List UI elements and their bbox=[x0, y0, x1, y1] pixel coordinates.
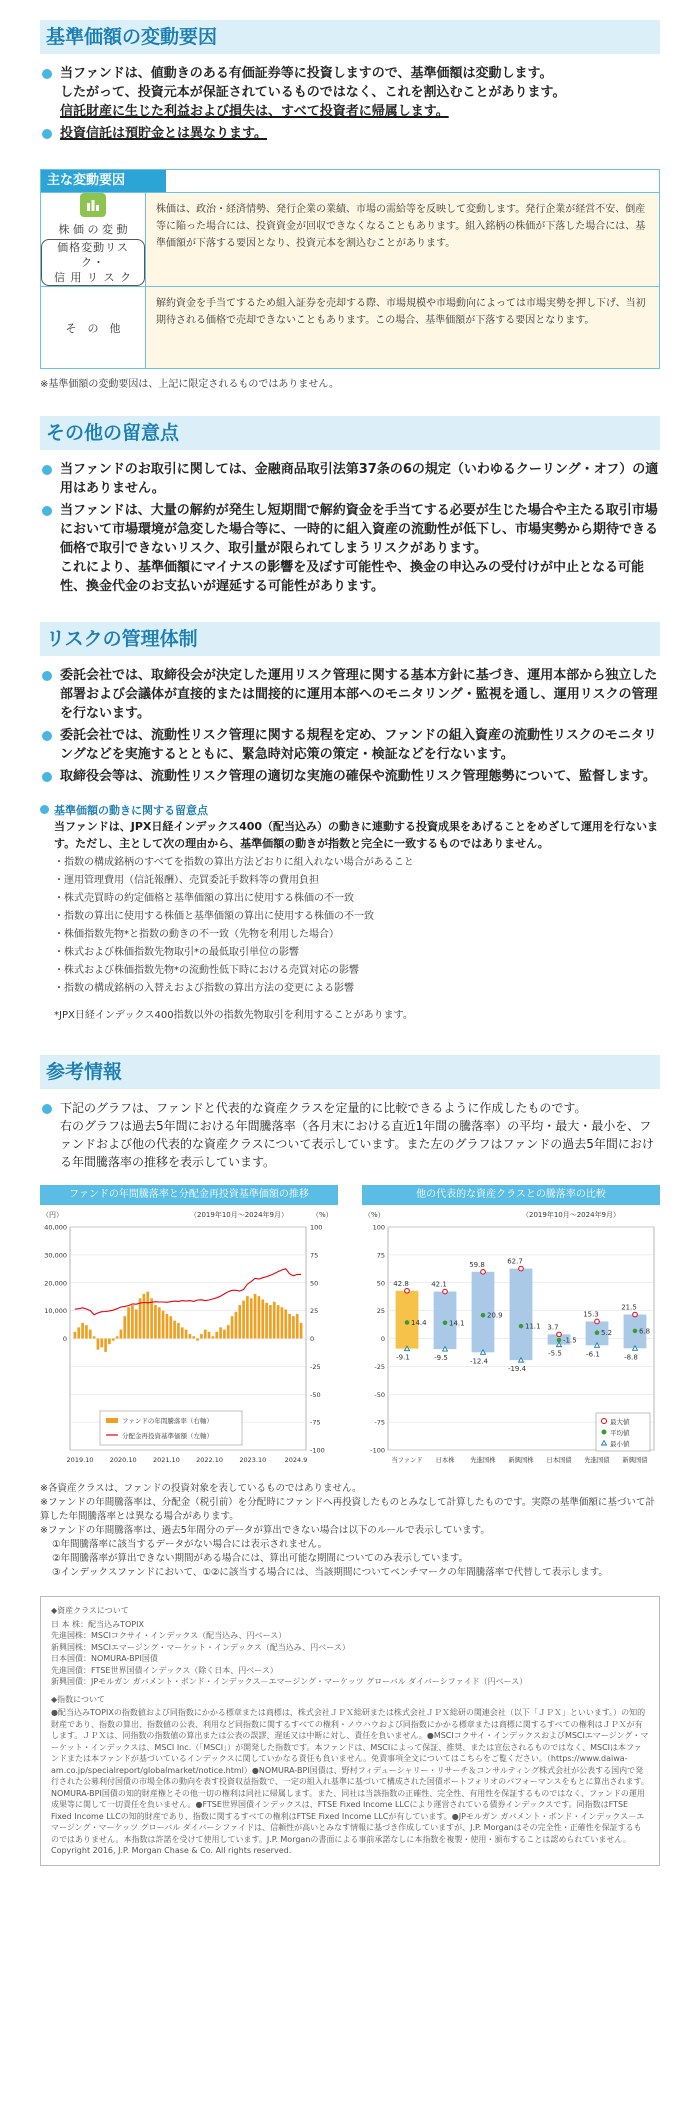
return-bar bbox=[89, 1330, 92, 1339]
range-bar bbox=[510, 1269, 533, 1361]
return-bar bbox=[250, 1298, 253, 1338]
left-tick-label: 0 bbox=[62, 1335, 67, 1343]
nav-factor-bullets bbox=[40, 64, 660, 143]
legend-avg-marker bbox=[602, 1430, 607, 1435]
fund-return-chart bbox=[40, 1185, 338, 1474]
bullet-text: 当ファンドは、値動きのある有価証券等に投資しますので、基準価額は変動します。 bbox=[60, 66, 553, 81]
right-tick-label: 25 bbox=[310, 1307, 319, 1316]
max-data-label: 59.8 bbox=[469, 1260, 485, 1269]
category-label: 先進国株 bbox=[470, 1457, 496, 1464]
refbox-line: 日本国債：NOMURA-BPI国債 bbox=[51, 1654, 158, 1663]
category-label: 先進国債 bbox=[584, 1457, 610, 1464]
return-bar bbox=[143, 1294, 146, 1339]
max-data-label: 42.8 bbox=[393, 1279, 409, 1288]
return-bar bbox=[231, 1316, 234, 1338]
return-bar bbox=[208, 1332, 211, 1339]
list-item: ・株式および株価指数先物*の流動性低下時における売買対応の影響 bbox=[54, 965, 359, 976]
return-bar bbox=[192, 1336, 195, 1338]
return-bar bbox=[281, 1307, 284, 1338]
bullet-text: 取締役会等は、流動性リスク管理の適切な実施の確保や流動性リスク管理態勢について、監督します。 bbox=[60, 769, 656, 784]
return-bar bbox=[81, 1323, 84, 1339]
x-tick-label: 2019.10 bbox=[66, 1456, 94, 1464]
return-bar bbox=[185, 1330, 188, 1339]
return-bar bbox=[77, 1327, 80, 1338]
return-bar bbox=[100, 1339, 103, 1348]
bullet-text: 当ファンドは、大量の解約が発生し短期間で解約資金を手当てする必要が生じた場合や主たる取引市場において市場環境が急変した場合等に、一時的に組入資産の流動性が低下し、市場実勢から期待できる価格で取引できないリスク、取引量が限られてしまうリスクがあります。 bbox=[60, 503, 659, 556]
list-item: ・株式売買時の約定価格と基準価額の算出に使用する株価の不一致 bbox=[54, 893, 354, 904]
return-bar bbox=[261, 1299, 264, 1338]
tracking-error-list bbox=[40, 854, 660, 998]
return-bar bbox=[93, 1336, 96, 1338]
return-bar bbox=[85, 1325, 88, 1338]
max-marker bbox=[633, 1312, 638, 1317]
avg-data-label: 14.1 bbox=[449, 1319, 465, 1328]
bullet-text: 投資信託は預貯金とは異なります。 bbox=[60, 126, 267, 141]
min-data-label: -9.5 bbox=[434, 1354, 448, 1363]
legend bbox=[100, 1411, 242, 1445]
risk-name-paren bbox=[41, 239, 145, 286]
y-tick-label: -50 bbox=[374, 1390, 385, 1399]
return-bar bbox=[158, 1307, 161, 1338]
section-title-risk-management: リスクの管理体制 bbox=[40, 622, 660, 656]
risk-name-stock bbox=[41, 193, 146, 286]
return-bar bbox=[181, 1327, 184, 1338]
legend-line-label: 分配金再投資基準価額（左軸） bbox=[122, 1432, 213, 1440]
avg-data-label: -1.5 bbox=[563, 1336, 577, 1345]
return-bar bbox=[162, 1311, 165, 1339]
return-bar bbox=[146, 1292, 149, 1339]
y-tick-label: 75 bbox=[376, 1251, 385, 1260]
y-tick-label: 50 bbox=[376, 1279, 385, 1288]
risk-table-note: ※基準価額の変動要因は、上記に限定されるものではありません。 bbox=[40, 379, 339, 390]
avg-marker bbox=[481, 1313, 486, 1318]
max-marker bbox=[519, 1266, 524, 1271]
section-title-reference: 参考情報 bbox=[40, 1055, 660, 1089]
nav-movement-note-title: 基準価額の動きに関する留意点 bbox=[40, 802, 660, 818]
max-marker bbox=[557, 1332, 562, 1337]
return-bar bbox=[150, 1298, 153, 1338]
legend-bar-label: ファンドの年間騰落率（右軸） bbox=[122, 1417, 213, 1425]
x-tick-label: 2021.10 bbox=[152, 1456, 180, 1464]
return-bar bbox=[277, 1305, 280, 1338]
list-item: ・指数の算出に使用する株価と基準価額の算出に使用する株価の不一致 bbox=[54, 911, 374, 922]
left-tick-label: 20,000 bbox=[44, 1279, 67, 1288]
legend-max-label: 最大値 bbox=[610, 1418, 630, 1426]
x-tick-label: 2020.10 bbox=[109, 1456, 137, 1464]
y-tick-label: -100 bbox=[370, 1446, 385, 1455]
risk-paren-line: 価格変動リスク・ bbox=[57, 241, 129, 269]
refbox-label-asset: ◆資産クラスについて bbox=[51, 1606, 129, 1615]
chart-period: （2019年10月～2024年9月） bbox=[522, 1211, 620, 1219]
x-tick-label: 2022.10 bbox=[196, 1456, 224, 1464]
bullet-text: これにより、基準価額にマイナスの影響を及ぼす可能性や、換金の申込みの受付けが中止となる可能性、換金代金のお支払いが遅延する可能性があります。 bbox=[60, 560, 644, 594]
asset-class-chart bbox=[362, 1185, 660, 1474]
note-line: ※ファンドの年間騰落率は、過去5年間分のデータが算出できない場合は以下のルールで表示しています。 bbox=[40, 1525, 490, 1536]
risk-name-label: 株 価 の 変 動 bbox=[58, 223, 128, 236]
left-axis-unit: （円） bbox=[42, 1211, 63, 1219]
risk-factor-table bbox=[40, 169, 660, 369]
bullet-reference bbox=[40, 1099, 660, 1171]
list-item: ・株価指数先物*と指数の動きの不一致（先物を利用した場合） bbox=[54, 929, 339, 940]
list-item: ・株式および株価指数先物取引*の最低取引単位の影響 bbox=[54, 947, 299, 958]
return-bar bbox=[300, 1323, 303, 1339]
max-marker bbox=[405, 1288, 410, 1293]
min-data-label: -12.4 bbox=[469, 1357, 489, 1366]
right-tick-label: 0 bbox=[310, 1335, 315, 1343]
return-bar bbox=[120, 1330, 123, 1339]
return-bar bbox=[127, 1307, 130, 1338]
other-notes-bullets bbox=[40, 460, 660, 596]
note-line: ①年間騰落率に該当するデータがない場合には表示されません。 bbox=[52, 1539, 328, 1550]
avg-data-label: 6.8 bbox=[639, 1327, 651, 1336]
risk-name-other: そ の 他 bbox=[41, 287, 146, 368]
return-bar bbox=[296, 1314, 299, 1339]
max-marker bbox=[443, 1289, 448, 1294]
min-data-label: -9.1 bbox=[396, 1353, 410, 1362]
asset-class-chart-svg bbox=[362, 1205, 660, 1470]
refbox-line: 日 本 株：配当込みTOPIX bbox=[51, 1619, 144, 1629]
x-tick-label: 2024.9 bbox=[284, 1456, 308, 1464]
legend-swatch-bar bbox=[106, 1418, 118, 1423]
risk-row-stock bbox=[41, 192, 659, 286]
bullet-liquidity-rules bbox=[40, 726, 660, 764]
right-tick-label: -75 bbox=[310, 1418, 321, 1427]
avg-marker bbox=[595, 1330, 600, 1335]
return-bar bbox=[139, 1298, 142, 1338]
right-tick-label: -100 bbox=[310, 1446, 325, 1455]
left-tick-label: 30,000 bbox=[44, 1251, 67, 1260]
risk-desc-other: 解約資金を手当てするため組入証券を売却する際、市場規模や市場動向によっては市場実勢を押し下げ、当初期待される価格で売却できないこともあります。この場合、基準価額が下落する要因となります。 bbox=[146, 287, 659, 368]
right-tick-label: 100 bbox=[310, 1223, 323, 1232]
refbox-body: ●配当込みTOPIXの指数値および同指数にかかる標章または商標は、株式会社ＪＰＸ総研または株式会社ＪＰＸ総研の関連会社（以下「ＪＰＸ」といいます。）の知的財産であり、指数の算出、指数値の公表、利用など同指数に関するすべての権利・ノウハウおよび同指数にかかる標章または商標に関するすべての権利はＪＰＸが有します。ＪＰＸは、同指数の指数値の算出または公表の誤謬、遅延又は中断に対し、責任を負いません。●MSCIコクサイ・インデックスおよびMSCIエマージング・マーケット・インデックスは、MSCI Inc.（「MSCI」）が開発した指数です。本ファンドは、MSCIによって保証、推奨、または宣伝されるものではなく、MSCIは本ファンドまたは本ファンドが基づいているインデックスに関していかなる責任も負いません。免責事項全文についてはこちらをご覧ください。（https://www.daiwa-am.co.jp/specialreport/globalmarket/notice.html）●NOMURA-BPI国債は、野村フィデューシャリー・リサーチ＆コンサルティング株式会社が公表する国内で発行された公募利付国債の市場全体の動向を表す投資収益指数で、一定の組入れ基準に基づいて構成された国債ポートフォリオのパフォーマンスをもとに算出されます。NOMURA-BPI国債の知的財産権とその他一切の権利は同社に帰属します。また、同社は当該指数の正確性、完全性、有用性を保証するものではなく、ファンドの運用成果等に関して一切責任を負いません。●FTSE世界国債インデックスは、FTSE Fixed Income LLCにより運営されている債券インデックスです。同指数はFTSE Fixed Income LLCの知的財産であり、指数に関するすべての権利はFTSE Fixed Income LLCが有しています。●JPモルガン ガバメント・ボンド・インデックス－エマージング・マーケッツ グローバル ダイバーシファイドは、信頼性が高いとみなす情報に基づき作成していますが、J.P. Morganはその完全性・正確性を保証するものではありません。本指数は許諾を受けて使用しています。J.P. Morganの書面による事前承諾なしに本指数を複製・使用・頒布することは認められていません。Copyright 2016, J.P. Morgan Chase & Co. All rights reserved. bbox=[51, 1708, 649, 1855]
note-line: ③インデックスファンドにおいて、①②に該当する場合には、当該期間についてベンチマークの年間騰落率で代替して表示します。 bbox=[52, 1567, 608, 1578]
chart-title: ファンドの年間騰落率と分配金再投資基準価額の推移 bbox=[40, 1185, 338, 1205]
avg-marker bbox=[443, 1320, 448, 1325]
risk-table-header: 主な変動要因 bbox=[41, 170, 166, 192]
axis-unit: （%） bbox=[364, 1211, 385, 1219]
return-bar bbox=[273, 1302, 276, 1339]
right-tick-label: 50 bbox=[310, 1279, 319, 1288]
fund-return-chart-svg bbox=[40, 1205, 338, 1470]
bullet-risk-policy bbox=[40, 666, 660, 723]
futures-footnote: *JPX日経インデックス400指数以外の指数先物取引を利用することがあります。 bbox=[54, 1010, 413, 1021]
note-line: ※各資産クラスは、ファンドの投資対象を表しているものではありません。 bbox=[40, 1483, 362, 1494]
return-bar bbox=[177, 1323, 180, 1339]
right-tick-label: -25 bbox=[310, 1362, 321, 1371]
avg-data-label: 5.2 bbox=[601, 1329, 613, 1338]
return-bar bbox=[284, 1310, 287, 1339]
legend-avg-label: 平均値 bbox=[610, 1429, 630, 1437]
note-line: ※ファンドの年間騰落率は、分配金（税引前）を分配時にファンドへ再投資したものとみなして計算したものです。実際の基準価額に基づいて計算した年間騰落率とは異なる場合があります。 bbox=[40, 1497, 655, 1522]
nav-movement-note-body: 当ファンドは、JPX日経インデックス400（配当込み）の動きに連動する投資成果をあげることをめざして運用を行ないます。ただし、主として次の理由から、基準価額の動きが指数と完全に一致するものではありません。 bbox=[54, 820, 659, 850]
bullet-text: したがって、投資元本が保証されているものではなく、これを割込むことがあります。 bbox=[60, 85, 566, 100]
section-title-nav-factors: 基準価額の変動要因 bbox=[40, 20, 660, 54]
list-item: ・指数の構成銘柄のすべてを指数の算出方法どおりに組入れない場合があること bbox=[54, 857, 414, 868]
avg-data-label: 20.9 bbox=[487, 1311, 503, 1320]
chart-title: 他の代表的な資産クラスとの騰落率の比較 bbox=[362, 1185, 660, 1205]
list-item: ・指数の構成銘柄の入替えおよび指数の算出方法の変更による影響 bbox=[54, 983, 354, 994]
return-bar bbox=[258, 1296, 261, 1338]
right-tick-label: -50 bbox=[310, 1390, 321, 1399]
list-item: ・運用管理費用（信託報酬）、売買委託手数料等の費用負担 bbox=[54, 875, 319, 886]
return-bar bbox=[254, 1294, 257, 1339]
y-tick-label: 0 bbox=[380, 1335, 385, 1343]
return-bar bbox=[123, 1316, 126, 1338]
return-bar bbox=[154, 1305, 157, 1338]
return-bar bbox=[227, 1325, 230, 1338]
bullet-volatility bbox=[40, 64, 660, 121]
avg-marker bbox=[405, 1320, 410, 1325]
return-bar bbox=[108, 1339, 111, 1345]
note-line: ②年間騰落率が算出できない期間がある場合には、算出可能な期間についてのみ表示しています。 bbox=[52, 1553, 469, 1564]
max-marker bbox=[481, 1270, 486, 1275]
y-tick-label: -25 bbox=[374, 1362, 385, 1371]
index-reference-box bbox=[40, 1596, 660, 1866]
return-bar bbox=[166, 1314, 169, 1339]
return-bar bbox=[173, 1321, 176, 1339]
max-marker bbox=[595, 1319, 600, 1324]
return-bar bbox=[238, 1305, 241, 1338]
return-bar bbox=[116, 1336, 119, 1338]
bullet-text: 下記のグラフは、ファンドと代表的な資産クラスを定量的に比較できるように作成したものです。 bbox=[60, 1101, 587, 1115]
section-title-other-notes: その他の留意点 bbox=[40, 416, 660, 450]
max-data-label: 21.5 bbox=[621, 1303, 637, 1312]
max-data-label: 62.7 bbox=[507, 1257, 523, 1266]
return-bar bbox=[189, 1334, 192, 1338]
bullet-text: 委託会社では、取締役会が決定した運用リスク管理に関する基本方針に基づき、運用本部から独立した部署および会議体が直接的または間接的に運用本部へのモニタリング・監視を通し、運用リスクの管理を行ないます。 bbox=[60, 668, 658, 721]
min-data-label: -8.8 bbox=[624, 1353, 638, 1362]
min-data-label: -6.1 bbox=[586, 1350, 600, 1359]
category-label: 新興国債 bbox=[622, 1457, 648, 1464]
return-bar bbox=[74, 1332, 77, 1339]
return-bar bbox=[204, 1330, 207, 1339]
return-bar bbox=[196, 1339, 199, 1341]
return-bar bbox=[212, 1336, 215, 1338]
bullet-text: 委託会社では、流動性リスク管理に関する規程を定め、ファンドの組入資産の流動性リスクのモニタリングなどを実施するとともに、緊急時対応策の策定・検証などを行ないます。 bbox=[60, 728, 657, 762]
return-bar bbox=[200, 1334, 203, 1338]
risk-row-other bbox=[41, 286, 659, 368]
return-bar bbox=[131, 1305, 134, 1338]
bullet-not-deposit bbox=[40, 124, 660, 143]
risk-paren-line: 信 用 リ ス ク bbox=[54, 271, 132, 284]
bullet-cooling-off bbox=[40, 460, 660, 498]
refbox-line: 新興国株：MSCIエマージング・マーケット・インデックス（配当込み、円ベース） bbox=[51, 1642, 350, 1652]
return-bar bbox=[219, 1327, 222, 1338]
return-bar bbox=[288, 1314, 291, 1339]
bullet-board-oversight bbox=[40, 767, 660, 786]
x-tick-label: 2023.10 bbox=[239, 1456, 267, 1464]
y-tick-label: 25 bbox=[376, 1307, 385, 1316]
return-bar bbox=[97, 1339, 100, 1350]
refbox-label-index: ◆指数について bbox=[51, 1694, 105, 1704]
chart-period: （2019年10月～2024年9月） bbox=[190, 1211, 288, 1219]
max-data-label: 15.3 bbox=[583, 1310, 599, 1319]
refbox-line: 新興国債：JPモルガン ガバメント・ボンド・インデックス－エマージング・マーケッツ グローバル ダイバーシファイド（円ベース） bbox=[51, 1677, 528, 1686]
return-bar bbox=[112, 1339, 115, 1341]
return-bar bbox=[269, 1305, 272, 1338]
right-axis-unit: （%） bbox=[312, 1211, 333, 1219]
max-data-label: 3.7 bbox=[547, 1323, 559, 1332]
left-tick-label: 10,000 bbox=[44, 1307, 67, 1316]
y-tick-label: 100 bbox=[372, 1223, 385, 1232]
chart-notes bbox=[40, 1482, 660, 1580]
legend-min-label: 最小値 bbox=[610, 1440, 630, 1448]
chart-hand-icon bbox=[80, 193, 106, 217]
category-label: 新興国株 bbox=[508, 1457, 534, 1464]
min-data-label: -5.5 bbox=[548, 1349, 562, 1358]
bullet-liquidity bbox=[40, 501, 660, 596]
right-tick-label: 75 bbox=[310, 1251, 319, 1260]
refbox-line: 先進国株：MSCIコクサイ・インデックス（配当込み、円ベース） bbox=[51, 1631, 287, 1640]
category-label: 日本株 bbox=[435, 1457, 455, 1464]
bullet-text: 当ファンドのお取引に関しては、金融商品取引法第37条の6の規定（いわゆるクーリング・オフ）の適用はありません。 bbox=[60, 462, 659, 496]
legend-max-marker bbox=[602, 1419, 607, 1424]
left-tick-label: 40,000 bbox=[44, 1223, 67, 1232]
category-label: 当ファンド bbox=[391, 1457, 423, 1464]
return-bar bbox=[265, 1303, 268, 1339]
refbox-line: 先進国債：FTSE世界国債インデックス（除く日本、円ベース） bbox=[51, 1665, 278, 1675]
return-bar bbox=[104, 1339, 107, 1352]
return-bar bbox=[223, 1330, 226, 1339]
reference-bullets bbox=[40, 1099, 660, 1171]
charts-row bbox=[40, 1185, 660, 1474]
avg-marker bbox=[519, 1324, 524, 1329]
return-bar bbox=[169, 1316, 172, 1338]
return-bar bbox=[246, 1296, 249, 1338]
bullet-text: 右のグラフは過去5年間における年間騰落率（各月末における直近1年間の騰落率）の平均・最大・最小を、ファンドおよび他の代表的な資産クラスについて表示しています。また左のグラフはファンドの過去5年間における年間騰落率の推移を表示しています。 bbox=[60, 1119, 654, 1169]
legend bbox=[596, 1413, 650, 1451]
avg-marker bbox=[633, 1329, 638, 1334]
return-bar bbox=[215, 1332, 218, 1339]
max-data-label: 42.1 bbox=[431, 1280, 447, 1289]
risk-desc-stock: 株価は、政治・経済情勢、発行企業の業績、市場の需給等を反映して変動します。発行企業が経営不安、倒産等に陥った場合には、投資資金が回収できなくなることもあります。組入銘柄の株価が下落した場合には、基準価額が下落する要因となり、投資元本を割込むことがあります。 bbox=[146, 193, 659, 286]
y-tick-label: -75 bbox=[374, 1418, 385, 1427]
return-bar bbox=[292, 1316, 295, 1338]
avg-data-label: 14.4 bbox=[411, 1318, 427, 1327]
bullet-text: 信託財産に生じた利益および損失は、すべて投資者に帰属します。 bbox=[60, 104, 449, 119]
return-bar bbox=[235, 1312, 238, 1339]
risk-management-bullets bbox=[40, 666, 660, 786]
avg-data-label: 11.1 bbox=[525, 1322, 541, 1331]
return-bar bbox=[135, 1310, 138, 1339]
return-bar bbox=[242, 1301, 245, 1339]
min-data-label: -19.4 bbox=[507, 1365, 527, 1374]
category-label: 日本国債 bbox=[546, 1457, 572, 1464]
